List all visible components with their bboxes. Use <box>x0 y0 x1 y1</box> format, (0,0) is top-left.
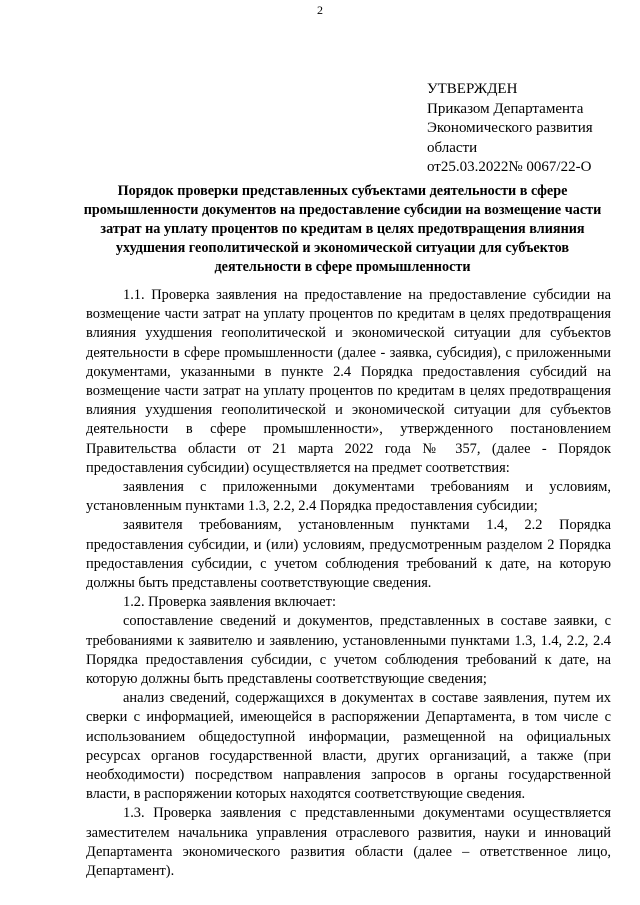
page-number: 2 <box>317 3 323 17</box>
paragraph-1-3: 1.3. Проверка заявления с представленными документами осуществляется заместителем начальника управления отраслевого развития, науки и инноваций Департамента экономического развития области (далее – ответственное лицо, Департамент). <box>86 805 611 880</box>
approval-date-number: от25.03.2022№ 0067/22-О <box>427 159 592 175</box>
paragraph-applicant-compliance: заявителя требованиям, установленным пунктами 1.4, 2.2 Порядка предоставления субсидии, и (или) условиям, предусмотренным разделом 2 Порядка предоставления субсидии, с учетом соблюдения требований к дате, на которую должны быть представлены соответствующие сведения. <box>86 517 611 592</box>
paragraph-1-2: 1.2. Проверка заявления включает: <box>123 594 336 611</box>
paragraph-1-1: 1.1. Проверка заявления на предоставление на предоставление субсидии на возмещение части затрат на уплату процентов по кредитам в целях предотвращения влияния ухудшения геополитической и экономической ситуации для субъектов деятельности в сфере промышленности (далее - заявка, субсидия), с приложенными документами, указанными в пункте 2.4 Порядка предоставления субсидий на возмещение части затрат на уплату процентов по кредитам в целях предотвращения влияния ухудшения геополитической и экономической ситуации для субъектов деятельности в сфере промышленности», утвержденного постановлением Правительства области от 21 марта 2022 года № 357, (далее - Порядок предоставления субсидии) осуществляется на предмет соответствия: <box>86 287 611 476</box>
approval-heading: УТВЕРЖДЕН <box>427 81 518 97</box>
paragraph-comparison: сопоставление сведений и документов, представленных в составе заявки, с требованиями к заявителю и заявлению, установленными пунктами 1.3, 1.4, 2.2, 2.4 Порядка предоставления субсидии, с учетом соблюдения требований к дате, на которую должны быть представлены соответствующие сведения; <box>86 613 611 688</box>
approval-department-line: Экономического развития <box>427 120 593 136</box>
approval-block <box>427 80 627 178</box>
paragraph-application-compliance: заявления с приложенными документами требованиям и условиям, установленным пунктами 1.3, 2.2, 2.4 Порядка предоставления субсидии; <box>86 479 611 515</box>
document-title: Порядок проверки представленных субъектами деятельности в сфере промышленности документов на предоставление субсидии на возмещение части затрат на уплату процентов по кредитам в целях предотвращения влияния ухудшения геополитической и экономической ситуации для субъектов деятельности в сфере промышленности <box>83 183 602 275</box>
paragraph-analysis: анализ сведений, содержащихся в документах в составе заявления, путем их сверки с информацией, имеющейся в распоряжении Департамента, в том числе с использованием общедоступной информации, размещенной на официальных ресурсах органов государственной власти, других организаций, а также (при необходимости) посредством направления запросов в органы государственной власти, в распоряжении которых находятся соответствующие сведения. <box>86 690 611 803</box>
approval-order-line: Приказом Департамента <box>427 100 584 117</box>
document-body <box>86 286 611 881</box>
approval-region-line: области <box>427 139 478 156</box>
